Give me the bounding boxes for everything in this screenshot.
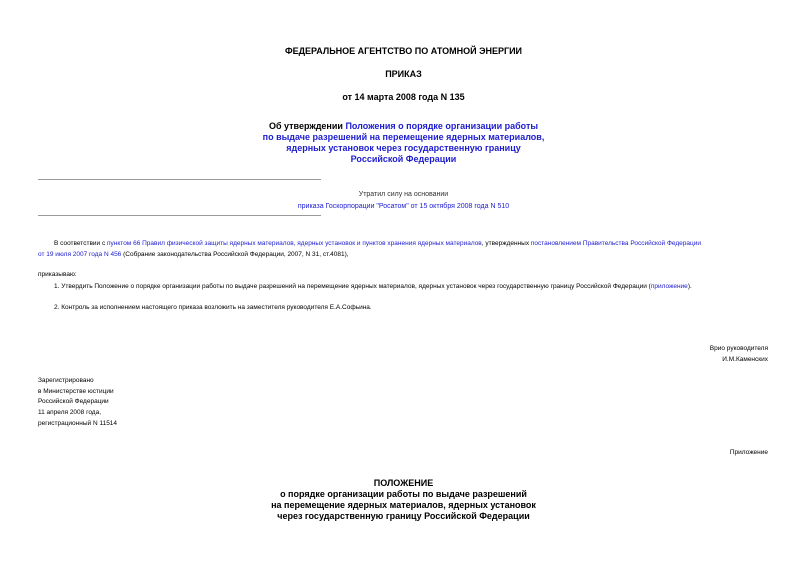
appendix-subtitle-3: через государственную границу Российской Федерации (277, 511, 530, 521)
subject-line-2[interactable]: по выдаче разрешений на перемещение ядерных материалов, (262, 132, 545, 142)
subject-line-4[interactable]: Российской Федерации (350, 154, 457, 164)
preamble-text: В соответствии с (54, 240, 108, 247)
agency-name: ФЕДЕРАЛЬНОЕ АГЕНТСТВО ПО АТОМНОЙ ЭНЕРГИИ (284, 46, 523, 56)
item-1-text: 1. Утвердить Положение о порядке организации работы по выдаче разрешений на перемещение ядерных материалов, ядерных установок через государственную границу Российской Федерации ( (54, 283, 651, 290)
preamble-line-2 (38, 249, 778, 260)
regulation-link[interactable]: Положения о порядке организации работы (345, 121, 539, 131)
subject-line-3[interactable]: ядерных установок через государственную границу (286, 143, 521, 153)
appendix-title: ПОЛОЖЕНИЕ (373, 478, 434, 488)
appendix-label: Приложение (729, 449, 768, 456)
government-resolution-link[interactable]: постановлением Правительства Российской Федерации (530, 240, 701, 247)
signatory-position: Врио руководителя (709, 345, 768, 352)
order-item-2: 2. Контроль за исполнением настоящего приказа возложить на заместителя руководителя Е.А.Софьина. (54, 304, 372, 311)
item-1-end: ). (687, 283, 692, 290)
preamble-line-1 (54, 238, 774, 249)
divider-top (38, 179, 321, 180)
appendix-subtitle-1: о порядке организации работы по выдаче разрешений (280, 489, 527, 499)
registration-line-3: Российской Федерации (38, 398, 109, 405)
resolution-date-link[interactable]: от 19 июля 2007 года N 456 (38, 251, 122, 258)
physical-protection-rules-link[interactable]: пунктом 66 Правил физической защиты ядерных материалов, ядерных установок и пунктов хранения ядерных материалов (107, 240, 482, 247)
document-date: от 14 марта 2008 года N 135 (342, 92, 465, 102)
registration-line-2: в Министерстве юстиции (38, 388, 114, 395)
appendix-link[interactable]: приложение (650, 283, 688, 290)
divider-bottom (38, 215, 321, 216)
repeal-order-link[interactable]: приказа Госкорпорации "Росатом" от 15 октября 2008 года N 510 (297, 203, 510, 210)
subject-prefix: Об утверждении (268, 121, 346, 131)
order-item-1 (54, 281, 692, 292)
registration-line-4: 11 апреля 2008 года, (38, 409, 102, 416)
status-note: Утратил силу на основании (358, 191, 449, 198)
registration-number: регистрационный N 11514 (38, 420, 118, 427)
preamble-text-2: , утвержденных (481, 240, 531, 247)
document-type: ПРИКАЗ (385, 69, 422, 79)
appendix-subtitle-2: на перемещение ядерных материалов, ядерных установок (271, 500, 536, 510)
order-word: приказываю: (38, 271, 77, 278)
registration-line-1: Зарегистрировано (38, 377, 94, 384)
subject-line-1 (0, 121, 807, 132)
signatory-name: И.М.Каменских (722, 356, 768, 363)
preamble-text-3: (Собрание законодательства Российской Федерации, 2007, N 31, ст.4081), (121, 251, 349, 258)
